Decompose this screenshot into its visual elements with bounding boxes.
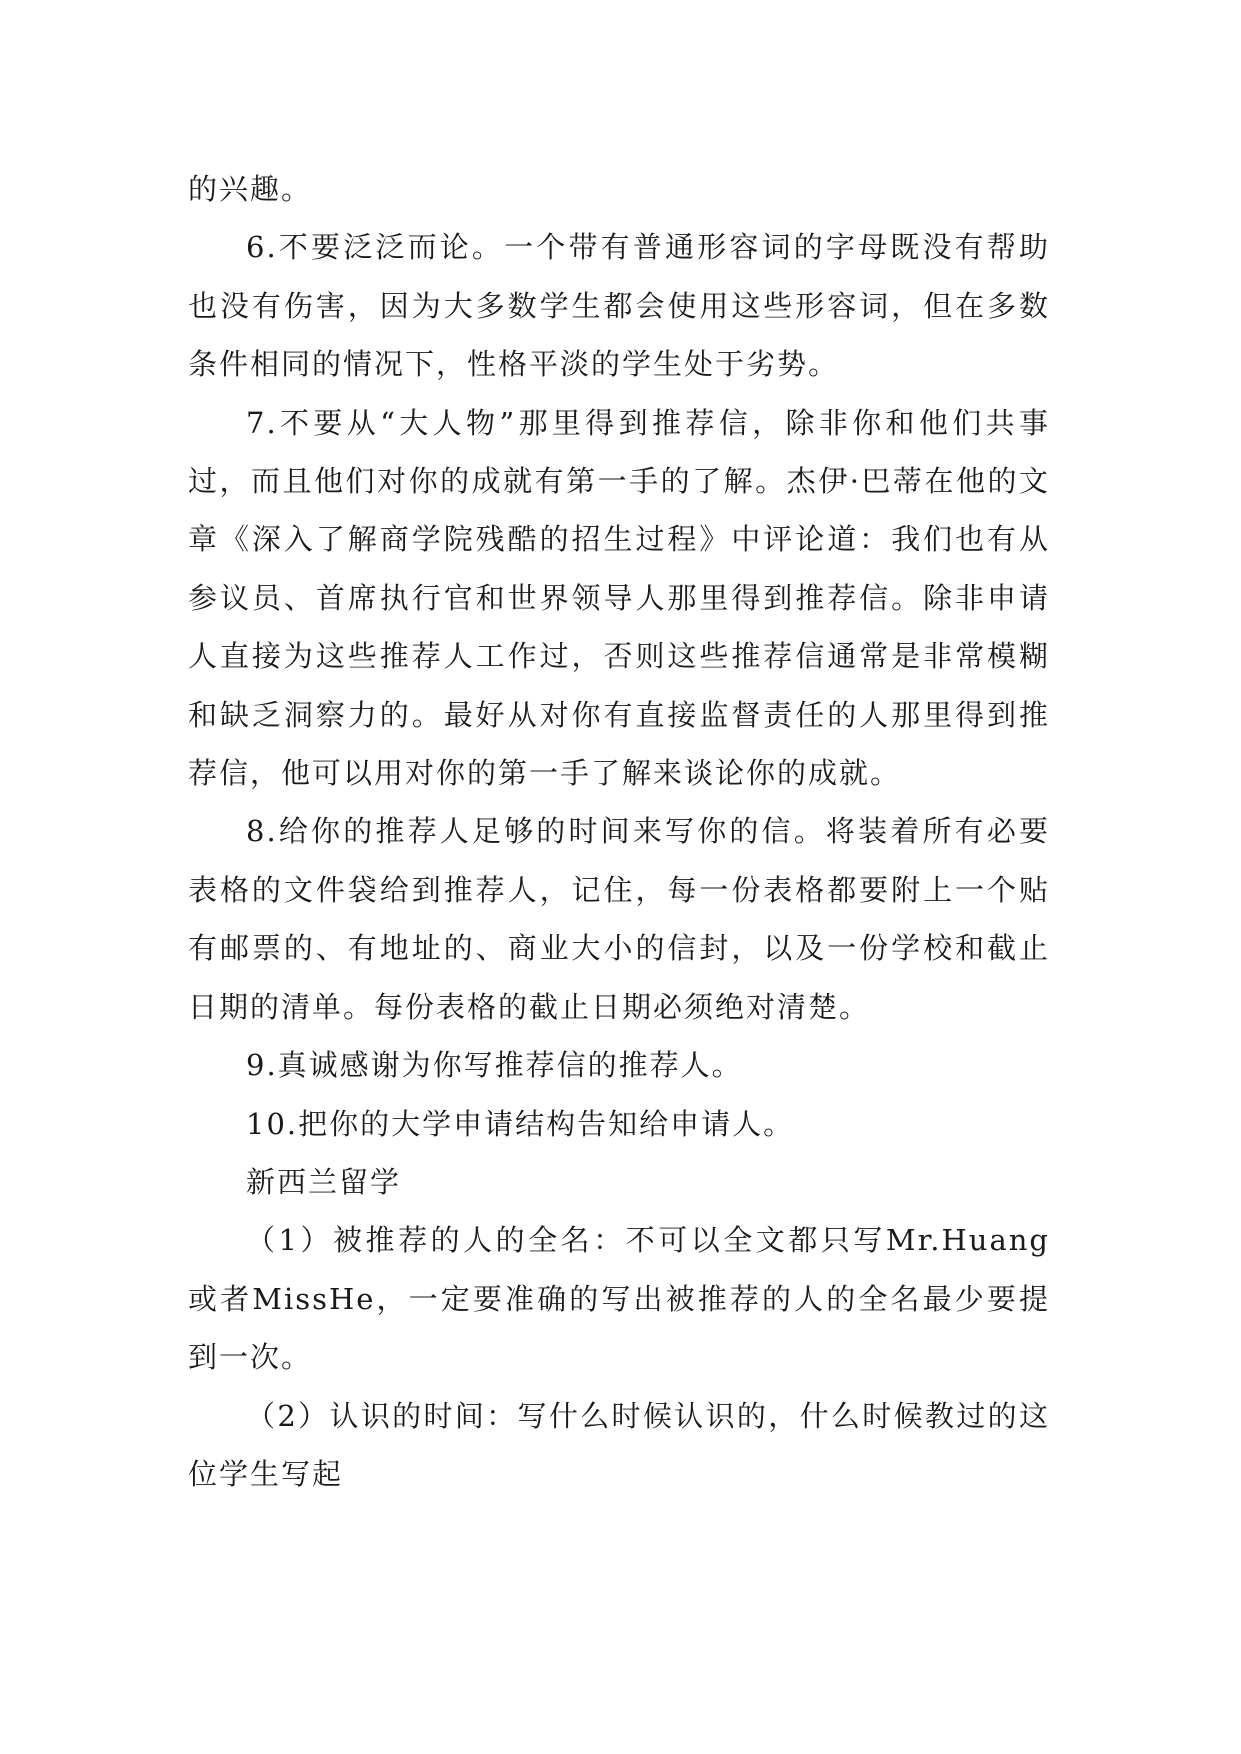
paragraph-item-10: 10.把你的大学申请结构告知给申请人。 [246, 1106, 795, 1141]
paragraph-continuation: 的兴趣。 [188, 172, 313, 206]
paragraph-item-7: 7.不要从“大人物”那里得到推荐信，除非你和他们共事过，而且他们对你的成就有第一手的了解。杰伊·巴蒂在他的文章《深入了解商学院残酷的招生过程》中评论道：我们也有从参议员、首席执行官和世界领导人那里得到推荐信。除非申请人直接为这些推荐人工作过，否则这些推荐信通常是非常模糊和缺乏洞察力的。最好从对你有直接监督责任的人那里得到推荐信，他可以用对你的第一手了解来谈论你的成就。 [188, 405, 1050, 791]
paragraph-point-2: （2）认识的时间：写什么时候认识的，什么时候教过的这位学生写起 [188, 1398, 1050, 1491]
paragraph-item-9: 9.真诚感谢为你写推荐信的推荐人。 [246, 1048, 743, 1083]
paragraph-point-1: （1）被推荐的人的全名：不可以全文都只写Mr.Huang或者MissHe，一定要准确的写出被推荐的人的全名最少要提到一次。 [188, 1223, 1050, 1375]
section-heading: 新西兰留学 [246, 1164, 402, 1199]
paragraph-item-6: 6.不要泛泛而论。一个带有普通形容词的字母既没有帮助也没有伤害，因为大多数学生都会使用这些形容词，但在多数条件相同的情况下，性格平淡的学生处于劣势。 [188, 230, 1050, 382]
document-body [188, 160, 1050, 1503]
paragraph-item-8: 8.给你的推荐人足够的时间来写你的信。将装着所有必要表格的文件袋给到推荐人，记住，每一份表格都要附上一个贴有邮票的、有地址的、商业大小的信封，以及一份学校和截止日期的清单。每份表格的截止日期必须绝对清楚。 [188, 814, 1050, 1024]
